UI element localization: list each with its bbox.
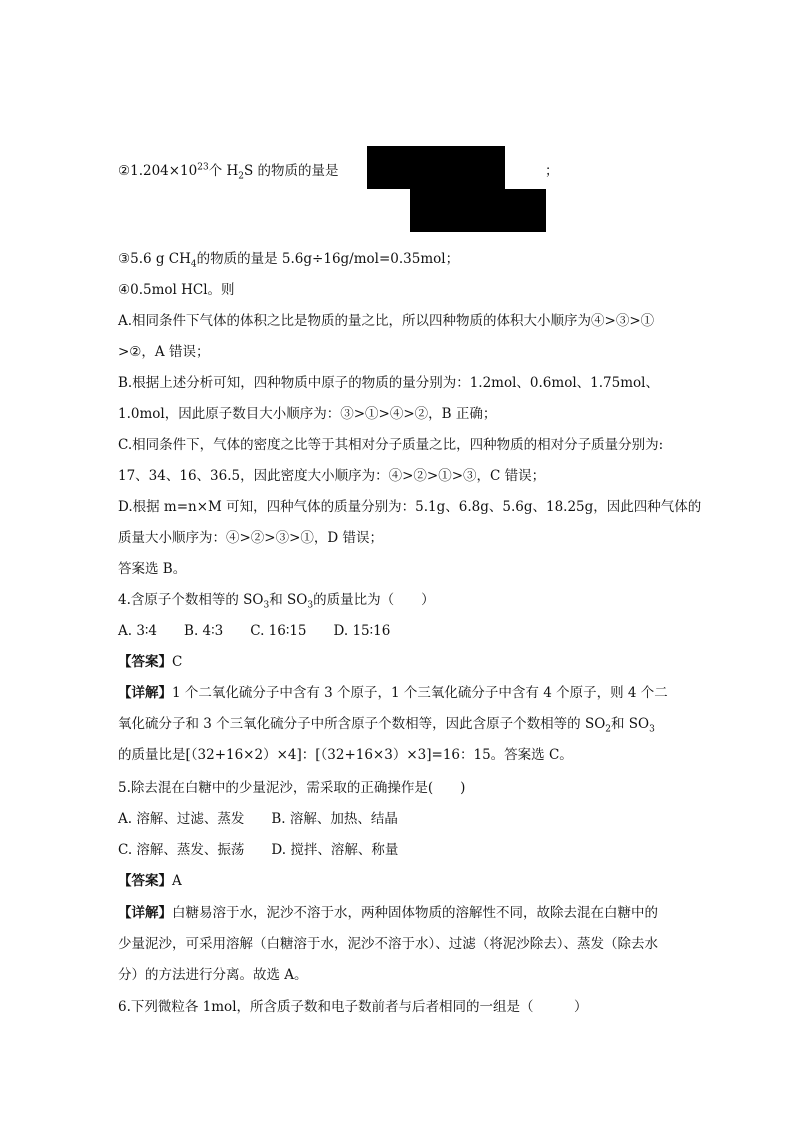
q5-options-cd: C. 溶解、蒸发、振荡 D. 搅拌、溶解、称量 xyxy=(118,842,399,858)
item2-text-c: S 的物质的量是 xyxy=(244,163,339,179)
redaction-block-2 xyxy=(410,189,505,232)
q5-detail1: 白糖易溶于水，泥沙不溶于水，两种固体物质的溶解性不同，故除去混在白糖中的 xyxy=(172,905,658,921)
option-a-line2: >②，A 错误； xyxy=(118,344,210,360)
item3-text-b: 的物质的量是 5.6g÷16g/mol=0.35mol； xyxy=(196,251,460,267)
q4-stem-c: 的质量比为（ ） xyxy=(313,592,435,608)
q4-sub1: 3 xyxy=(263,600,270,611)
item2-sub: 2 xyxy=(238,171,245,182)
q4-answer-value: C xyxy=(172,654,183,670)
q4-detail2-sub1: 2 xyxy=(605,724,612,735)
option-a-line1: A.相同条件下气体的体积之比是物质的量之比，所以四种物质的体积大小顺序为④>③>① xyxy=(118,313,655,329)
q5-answer-tag: 【答案】 xyxy=(118,873,172,889)
q5-detail-line2: 少量泥沙，可采用溶解（白糖溶于水，泥沙不溶于水）、过滤（将泥沙除去）、蒸发（除去水 xyxy=(118,936,658,952)
q4-answer xyxy=(118,653,678,671)
item2-end: ； xyxy=(545,163,559,179)
q5-detail-tag: 【详解】 xyxy=(118,905,172,921)
q5-detail-line3: 分）的方法进行分离。故选 A。 xyxy=(118,967,308,983)
item3-line xyxy=(118,250,678,268)
q4-detail-line1 xyxy=(118,684,678,702)
q3-answer: 答案选 B。 xyxy=(118,561,187,577)
option-b-line2: 1.0mol，因此原子数目大小顺序为：③>①>④>②，B 正确； xyxy=(118,406,497,422)
q4-detail2-b: 和 SO xyxy=(611,716,650,732)
q5-detail-line1 xyxy=(118,904,678,922)
option-c-line2: 17、34、16、36.5，因此密度大小顺序为：④>②>①>③，C 错误； xyxy=(118,468,546,484)
q4-stem-a: 4.含原子个数相等的 SO xyxy=(118,592,264,608)
q4-detail-tag: 【详解】 xyxy=(118,685,172,701)
redaction-block-1 xyxy=(367,146,505,189)
option-d-line2: 质量大小顺序为：④>②>③>①，D 错误； xyxy=(118,530,384,546)
q4-sub2: 3 xyxy=(307,600,314,611)
q4-stem xyxy=(118,591,678,609)
q4-detail1: 1 个二氧化硫分子中含有 3 个原子，1 个三氧化硫分子中含有 4 个原子，则 4 个二 xyxy=(172,685,668,701)
q4-detail2: 氧化硫分子和 3 个三氧化硫分子中所含原子个数相等，因此含原子个数相等的 SO xyxy=(118,716,606,732)
q5-options-ab: A. 溶解、过滤、蒸发 B. 溶解、加热、结晶 xyxy=(118,811,398,827)
q5-answer xyxy=(118,872,678,890)
q5-answer-value: A xyxy=(172,873,182,889)
redaction-block-3 xyxy=(505,189,546,232)
q4-detail2-sub2: 3 xyxy=(649,724,655,735)
item2-text-b: 个 H xyxy=(208,163,239,179)
q5-stem: 5.除去混在白糖中的少量泥沙，需采取的正确操作是( ) xyxy=(118,780,466,796)
item3-sub: 4 xyxy=(190,259,197,270)
q4-answer-tag: 【答案】 xyxy=(118,654,172,670)
q4-stem-b: 和 SO xyxy=(269,592,308,608)
item2-text-a: ②1.204×10 xyxy=(118,163,198,179)
item2-sup: 23 xyxy=(197,162,209,173)
item3-text-a: ③5.6 g CH xyxy=(118,251,191,267)
item4-line: ④0.5mol HCl。则 xyxy=(118,282,235,298)
q4-detail-line3: 的质量比是[（32+16×2）×4]：[（32+16×3）×3]=16：15。答案选 C。 xyxy=(118,747,573,763)
option-d-line1: D.根据 m=n×M 可知，四种气体的质量分别为：5.1g、6.8g、5.6g、18.25g，因此四种气体的 xyxy=(118,499,702,515)
q4-detail-line2 xyxy=(118,715,678,733)
q6-stem: 6.下列微粒各 1mol，所含质子数和电子数前者与后者相同的一组是（ ） xyxy=(118,999,588,1015)
option-b-line1: B.根据上述分析可知，四种物质中原子的物质的量分别为：1.2mol、0.6mol、1.75mol、 xyxy=(118,375,659,391)
q4-options: A. 3∶4 B. 4∶3 C. 16∶15 D. 15∶16 xyxy=(118,623,391,639)
option-c-line1: C.相同条件下，气体的密度之比等于其相对分子质量之比，四种物质的相对分子质量分别为: xyxy=(118,437,664,453)
